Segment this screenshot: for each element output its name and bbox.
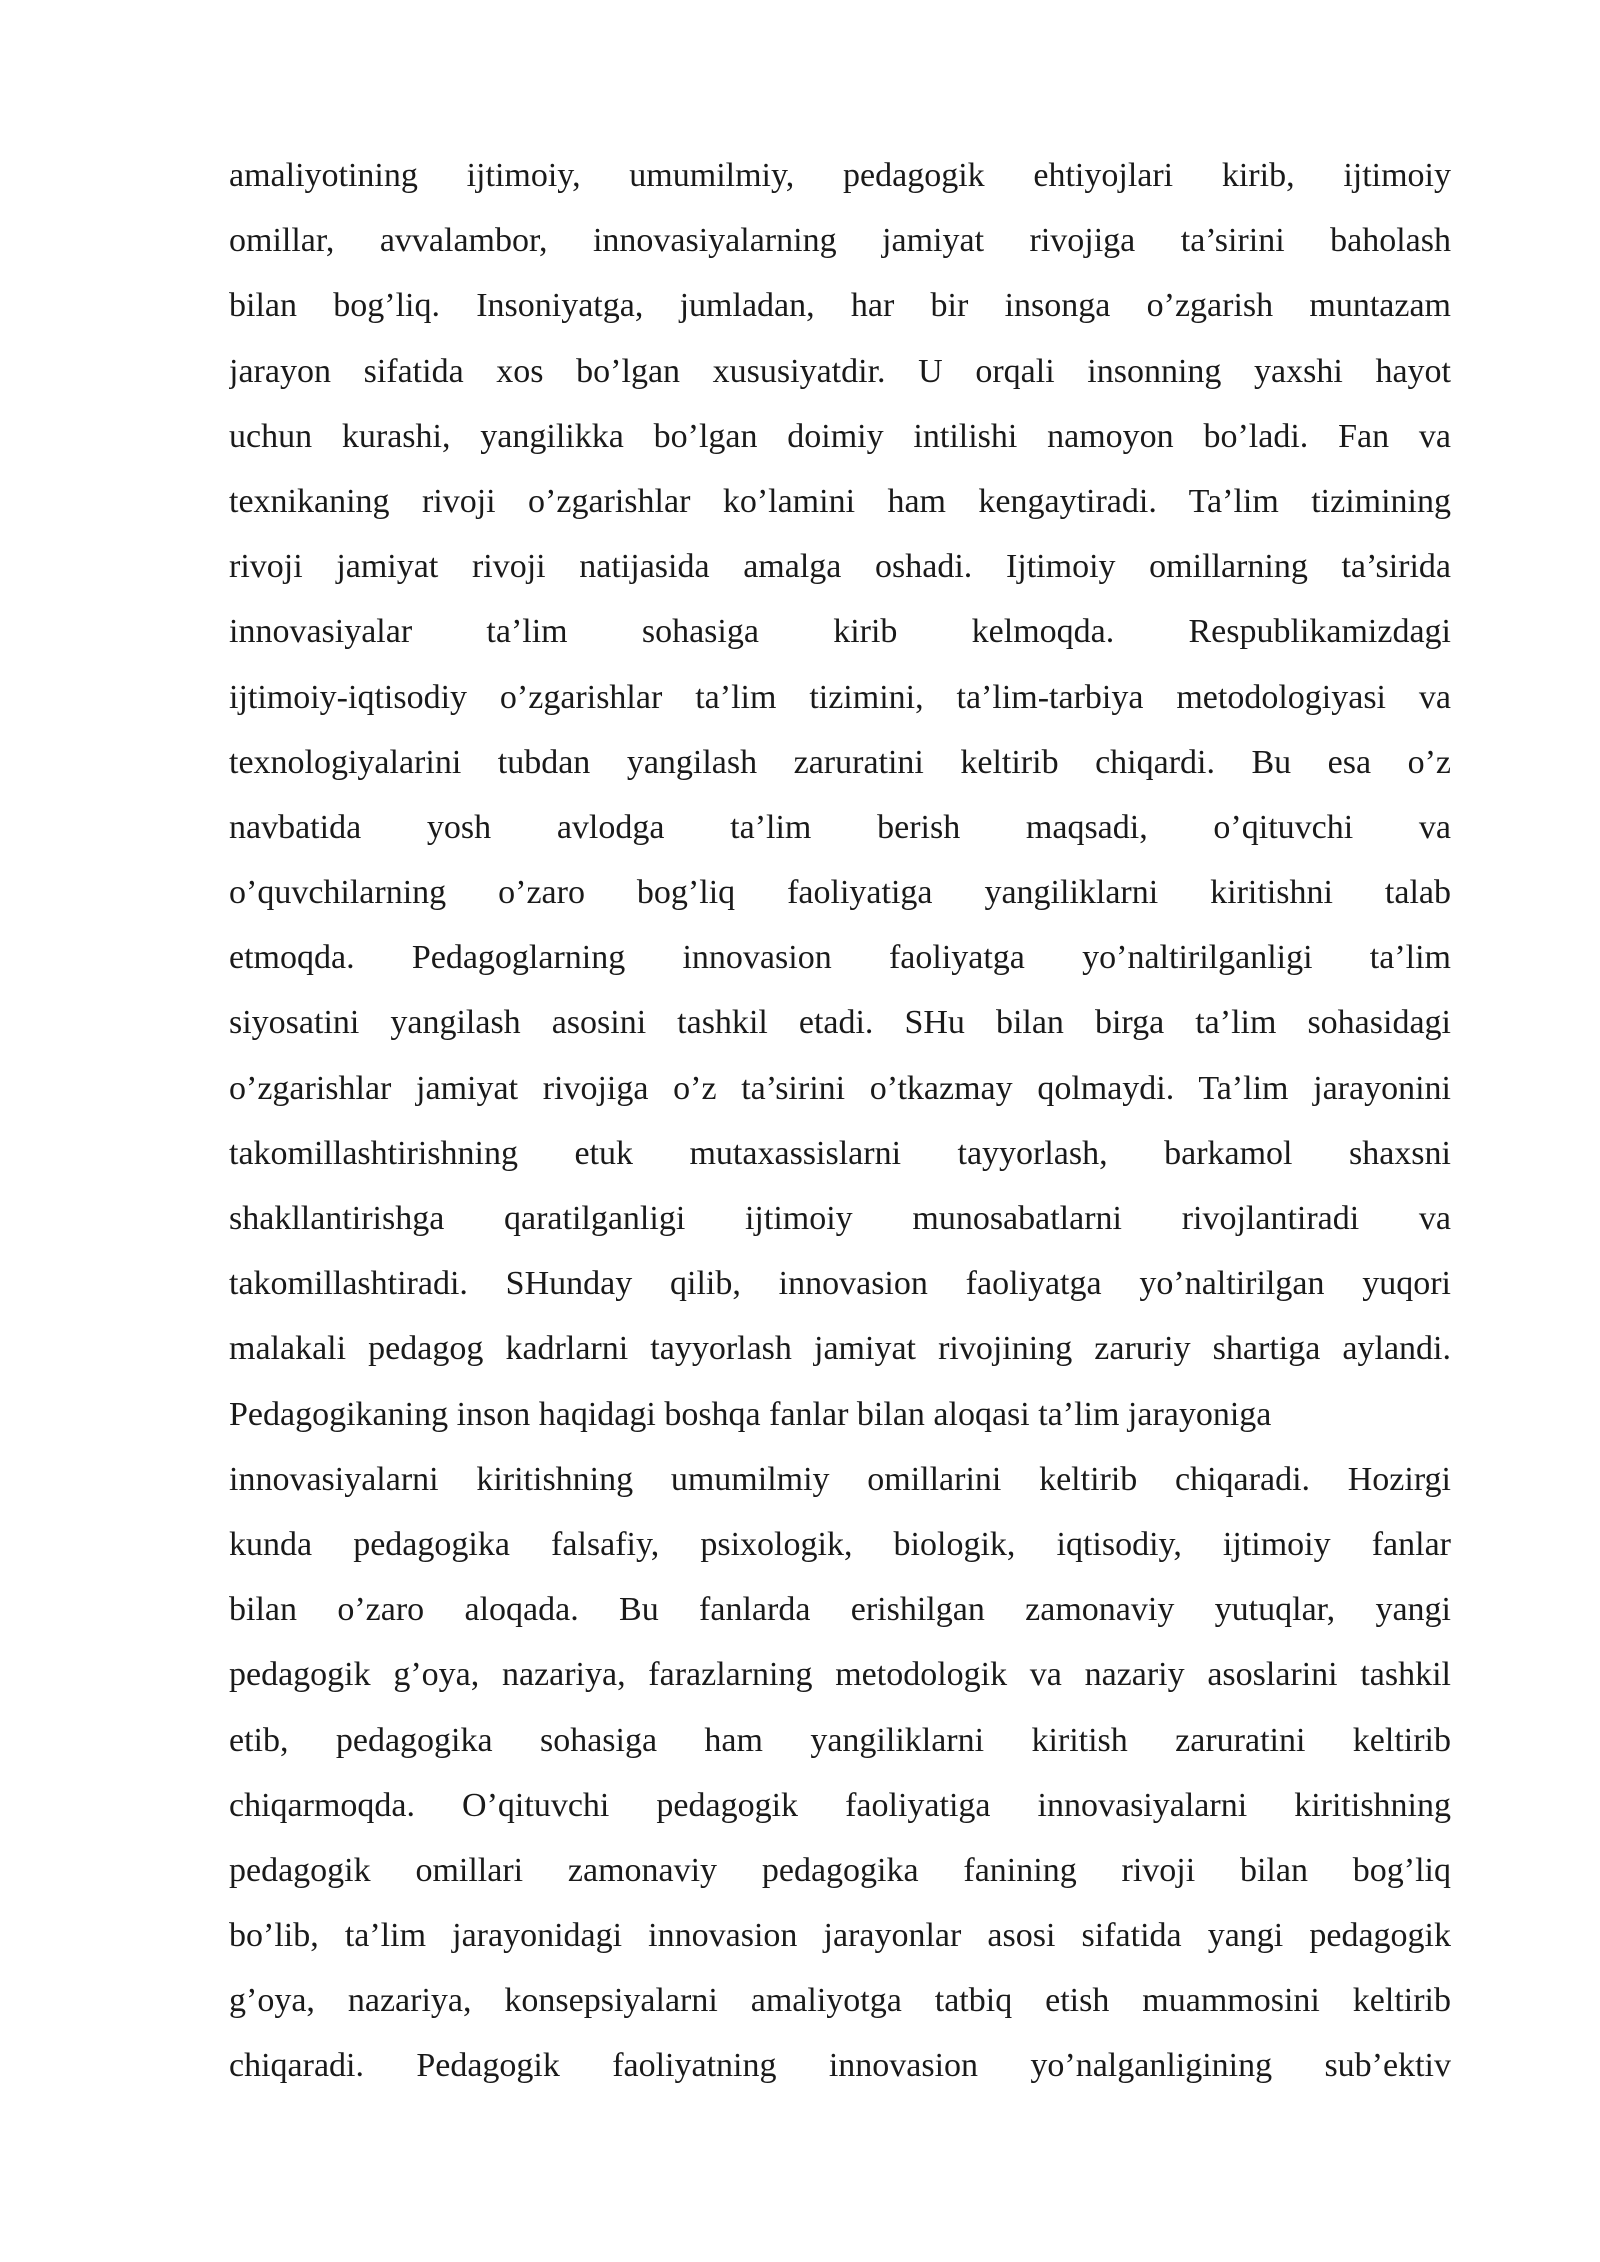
text-line: texnologiyalarini tubdan yangilash zaruratini keltirib chiqardi. Bu esa o’z xyxy=(229,743,1451,781)
text-line: bo’lib, ta’lim jarayonidagi innovasion jarayonlar asosi sifatida yangi pedagogik xyxy=(229,1917,1451,1955)
text-line: innovasiyalar ta’lim sohasiga kirib kelmoqda. Respublikamizdagi xyxy=(229,613,1451,651)
text-line: g’oya, nazariya, konsepsiyalarni amaliyotga tatbiq etish muammosini keltirib xyxy=(229,1982,1451,2020)
text-line: bilan o’zaro aloqada. Bu fanlarda erishilgan zamonaviy yutuqlar, yangi xyxy=(229,1591,1451,1629)
text-line: takomillashtiradi. SHunday qilib, innovasion faoliyatga yo’naltirilgan yuqori xyxy=(229,1265,1451,1303)
text-line: pedagogik g’oya, nazariya, farazlarning metodologik va nazariy asoslarini tashkil xyxy=(229,1656,1451,1694)
text-line: malakali pedagog kadrlarni tayyorlash jamiyat rivojining zaruriy shartiga aylandi. xyxy=(229,1330,1451,1368)
text-line: omillar, avvalambor, innovasiyalarning jamiyat rivojiga ta’sirini baholash xyxy=(229,222,1451,260)
text-line: texnikaning rivoji o’zgarishlar ko’lamini ham kengaytiradi. Ta’lim tizimining xyxy=(229,482,1451,520)
text-line: innovasiyalarni kiritishning umumilmiy omillarini keltirib chiqaradi. Hozirgi xyxy=(229,1460,1451,1498)
text-line: chiqaradi. Pedagogik faoliyatning innovasion yo’nalganligining sub’ektiv xyxy=(229,2047,1451,2085)
text-line: uchun kurashi, yangilikka bo’lgan doimiy intilishi namoyon bo’ladi. Fan va xyxy=(229,417,1451,455)
text-line: o’zgarishlar jamiyat rivojiga o’z ta’sirini o’tkazmay qolmaydi. Ta’lim jarayonini xyxy=(229,1069,1451,1107)
text-line: o’quvchilarning o’zaro bog’liq faoliyatiga yangiliklarni kiritishni talab xyxy=(229,874,1451,912)
text-line: amaliyotining ijtimoiy, umumilmiy, pedagogik ehtiyojlari kirib, ijtimoiy xyxy=(229,157,1451,194)
text-line: etib, pedagogika sohasiga ham yangiliklarni kiritish zaruratini keltirib xyxy=(229,1721,1451,1759)
text-line: pedagogik omillari zamonaviy pedagogika fanining rivoji bilan bog’liq xyxy=(229,1851,1451,1889)
text-line: navbatida yosh avlodga ta’lim berish maqsadi, o’qituvchi va xyxy=(229,808,1451,846)
text-line: jarayon sifatida xos bo’lgan xususiyatdir. U orqali insonning yaxshi hayot xyxy=(229,352,1451,390)
text-line: rivoji jamiyat rivoji natijasida amalga oshadi. Ijtimoiy omillarning ta’sirida xyxy=(229,548,1451,586)
text-line: siyosatini yangilash asosini tashkil etadi. SHu bilan birga ta’lim sohasidagi xyxy=(229,1004,1451,1042)
text-line: kunda pedagogika falsafiy, psixologik, biologik, iqtisodiy, ijtimoiy fanlar xyxy=(229,1525,1451,1563)
text-line: Pedagogikaning inson haqidagi boshqa fanlar bilan aloqasi ta’lim jarayoniga xyxy=(229,1395,1272,1433)
text-line: takomillashtirishning etuk mutaxassislarni tayyorlash, barkamol shaxsni xyxy=(229,1134,1451,1172)
body-text xyxy=(229,152,1451,2108)
text-line: shakllantirishga qaratilganligi ijtimoiy munosabatlarni rivojlantiradi va xyxy=(229,1200,1451,1237)
text-line: ijtimoiy-iqtisodiy o’zgarishlar ta’lim tizimini, ta’lim-tarbiya metodologiyasi va xyxy=(229,678,1451,716)
text-line: chiqarmoqda. O’qituvchi pedagogik faoliyatiga innovasiyalarni kiritishning xyxy=(229,1786,1451,1824)
text-line: bilan bog’liq. Insoniyatga, jumladan, har bir insonga o’zgarish muntazam xyxy=(229,287,1451,325)
text-line: etmoqda. Pedagoglarning innovasion faoliyatga yo’naltirilganligi ta’lim xyxy=(229,939,1451,977)
